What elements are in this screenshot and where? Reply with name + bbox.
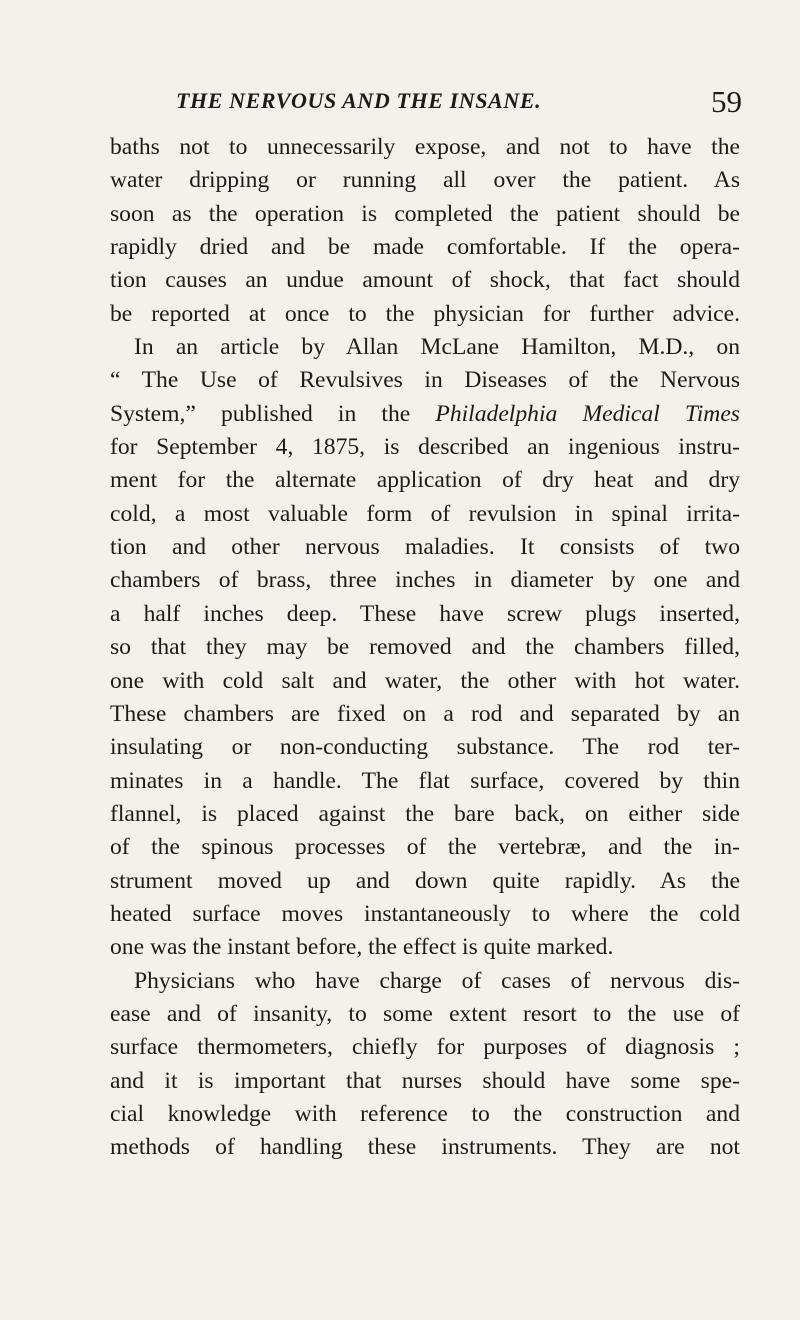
text-line: strument moved up and down quite rapidly. As the [110,867,740,894]
text-line: cold, a most valuable form of revulsion in spinal irrita- [110,500,740,527]
text-line: “ The Use of Revulsives in Diseases of the Nervous [110,367,740,394]
text-line: water dripping or running all over the patient. As [110,167,740,194]
text-line: methods of handling these instruments. They are not [110,1134,740,1161]
text-line: baths not to unnecessarily expose, and not to have the [110,134,740,160]
text-line: Physicians who have charge of cases of nervous dis- [134,967,740,994]
text-line: surface thermometers, chiefly for purposes of diagnosis ; [110,1034,740,1061]
text-line: minates in a handle. The flat surface, covered by thin [110,767,740,794]
text-line: so that they may be removed and the chambers filled, [110,634,740,661]
text-line: tion causes an undue amount of shock, that fact should [110,267,740,294]
text-line: and it is important that nurses should have some spe- [110,1067,740,1094]
text-line: one with cold salt and water, the other with hot water. [110,667,740,694]
text-line: ment for the alternate application of dry heat and dry [110,467,740,494]
text-line: flannel, is placed against the bare back, on either side [110,800,740,827]
text-line: In an article by Allan McLane Hamilton, M.D., on [134,334,740,361]
text-line: heated surface moves instantaneously to where the cold [110,900,740,927]
text-line: of the spinous processes of the vertebræ, and the in- [110,834,740,861]
text-line: be reported at once to the physician for further advice. [110,300,740,327]
text-line: ease and of insanity, to some extent resort to the use of [110,1000,740,1027]
text-line: for September 4, 1875, is described an ingenious instru- [110,434,740,461]
text-line-with-italic [110,398,740,431]
text-line: insulating or non-conducting substance. The rod ter- [110,734,740,761]
text-line: cial knowledge with reference to the construction and [110,1100,740,1127]
text-segment: System,” published in the [110,400,411,427]
text-line: rapidly dried and be made comfortable. If the opera- [110,234,740,261]
text-line: tion and other nervous maladies. It consists of two [110,534,740,561]
page-number: 59 [711,84,742,119]
body-text [110,131,740,1165]
text-line: These chambers are fixed on a rod and separated by an [110,700,740,727]
journal-title: Philadelphia Medical Times [435,400,740,427]
running-title: THE NERVOUS AND THE INSANE. [176,88,542,113]
text-line: one was the instant before, the effect is quite marked. [110,934,614,961]
text-line: chambers of brass, three inches in diameter by one and [110,567,740,594]
text-line: soon as the operation is completed the patient should be [110,200,740,227]
running-header [112,84,742,128]
text-line: a half inches deep. These have screw plugs inserted, [110,600,740,627]
